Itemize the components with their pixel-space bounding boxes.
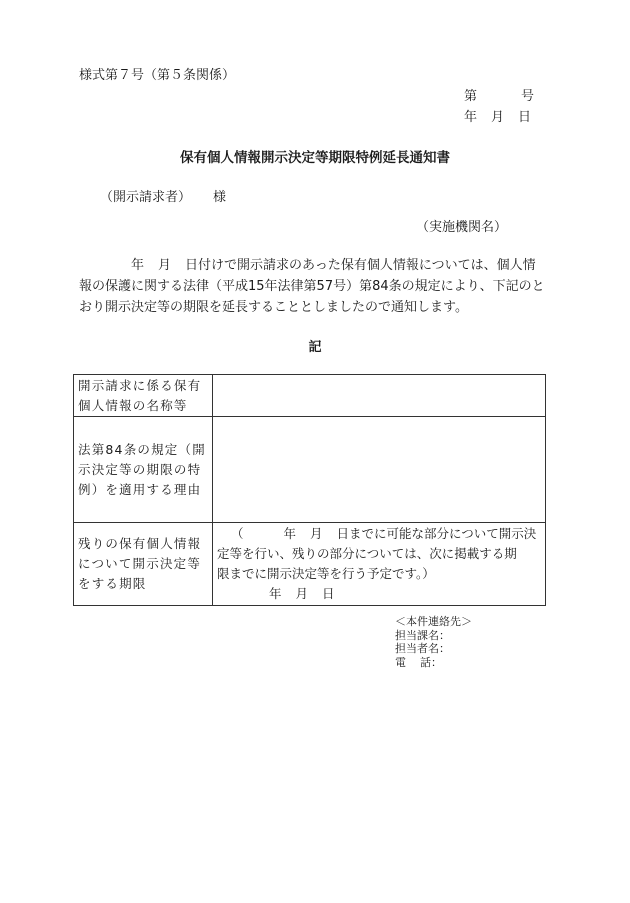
row3-value-line2: 定等を行い、残りの部分については、次に掲載する期 bbox=[217, 546, 517, 561]
details-table bbox=[73, 374, 546, 606]
row2-label-line2: 示決定等の期限の特 bbox=[78, 461, 202, 477]
contact-tel-a: 電 bbox=[395, 655, 406, 669]
row3-line1-rest: 日までに可能な部分について開示決 bbox=[336, 526, 537, 541]
body-year: 年 bbox=[131, 258, 145, 273]
row2-label bbox=[74, 417, 213, 523]
row2-label-line3: 例）を適用する理由 bbox=[78, 481, 202, 497]
ki-heading: 記 bbox=[308, 340, 322, 355]
issue-date bbox=[464, 106, 531, 125]
recipient-name: （開示請求者） bbox=[100, 190, 192, 205]
body-line1-rest: 日付けで開示請求のあった保有個人情報については、個人情 bbox=[185, 258, 536, 273]
contact-heading: ＜本件連絡先＞ bbox=[395, 615, 472, 628]
form-number: 様式第７号（第５条関係） bbox=[79, 68, 236, 83]
date-month: 月 bbox=[491, 110, 505, 125]
table-row bbox=[74, 417, 546, 523]
recipient-honorific: 様 bbox=[213, 190, 227, 205]
row3-value-line3: 限までに開示決定等を行う予定です。） bbox=[217, 566, 435, 581]
row3-month: 月 bbox=[310, 526, 323, 541]
contact-person: 担当者名： bbox=[395, 642, 450, 655]
row3-label-line2: について開示決定等 bbox=[78, 556, 202, 571]
body-line-2: 報の保護に関する法律（平成15年法律第57号）第84条の規定により、下記のと bbox=[79, 279, 545, 294]
row2-value bbox=[213, 417, 546, 523]
row3-date-year: 年 bbox=[269, 586, 282, 601]
date-day: 日 bbox=[518, 110, 532, 125]
contact-info bbox=[395, 615, 472, 669]
row1-value bbox=[213, 375, 546, 417]
contact-tel bbox=[395, 656, 472, 670]
body-paragraph bbox=[79, 255, 547, 318]
row3-value-line1 bbox=[217, 524, 541, 544]
row3-value bbox=[213, 523, 546, 606]
row3-label-line3: をする期限 bbox=[78, 576, 147, 591]
table-row bbox=[74, 523, 546, 606]
body-line-1 bbox=[79, 255, 547, 276]
recipient bbox=[100, 186, 226, 205]
date-year: 年 bbox=[464, 110, 478, 125]
row3-date-line bbox=[217, 584, 541, 604]
document-title: 保有個人情報開示決定等期限特例延長通知書 bbox=[180, 150, 450, 166]
agency-name: （実施機関名） bbox=[416, 220, 508, 235]
row3-label bbox=[74, 523, 213, 606]
number-suffix: 号 bbox=[521, 89, 535, 104]
row1-label-line1: 開示請求に係る保有 bbox=[78, 377, 202, 393]
contact-section: 担当課名： bbox=[395, 628, 450, 642]
row1-label-line2: 個人情報の名称等 bbox=[78, 397, 188, 413]
row3-open-paren: （ bbox=[231, 526, 244, 541]
contact-tel-b: 話： bbox=[420, 655, 442, 669]
row3-year: 年 bbox=[283, 526, 297, 541]
row3-date-day: 日 bbox=[322, 586, 335, 601]
row3-label-line1: 残りの保有個人情報 bbox=[78, 536, 202, 551]
body-month: 月 bbox=[158, 258, 172, 273]
number-prefix: 第 bbox=[464, 89, 478, 104]
table-row bbox=[74, 375, 546, 417]
row3-date-month: 月 bbox=[295, 586, 309, 601]
row2-label-line1: 法第84条の規定（開 bbox=[78, 441, 206, 457]
document-number bbox=[464, 85, 534, 104]
row1-label bbox=[74, 375, 213, 417]
body-line-3: おり開示決定等の期限を延長することとしましたので通知します。 bbox=[79, 300, 468, 315]
